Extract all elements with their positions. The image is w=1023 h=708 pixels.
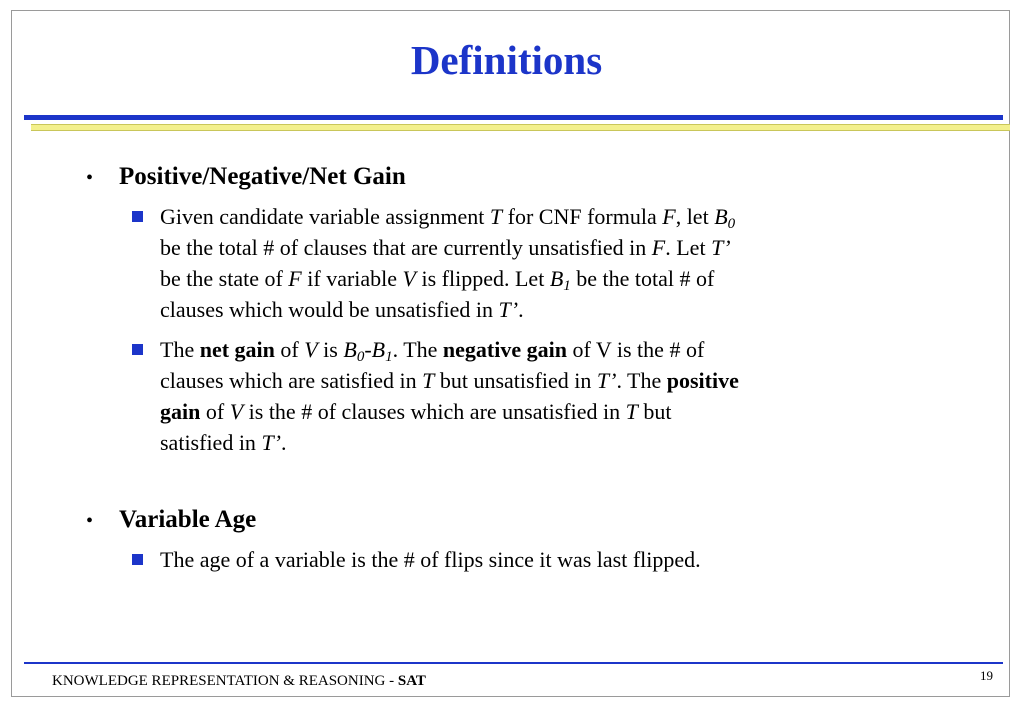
line: be the state of F if variable V is flipped. Let $B_1$ be the total # of <box>160 266 715 294</box>
line: The net gain of V is $B_0-B_1$. The negative gain of V is the # of <box>160 337 705 365</box>
square-bullet-icon <box>132 554 143 565</box>
bullet-icon: • <box>86 167 94 189</box>
footer-rule <box>24 662 1003 664</box>
page-number: 19 <box>980 668 993 683</box>
line: clauses which would be unsatisfied in T’. <box>160 297 524 322</box>
slide-title: Definitions <box>410 37 603 83</box>
footer <box>52 672 426 690</box>
variable-age-paragraph: The age of a variable is the # of flips since it was last flipped. <box>160 547 701 572</box>
square-bullet-icon <box>132 344 143 355</box>
gain-definition-paragraph <box>160 201 940 325</box>
line: clauses which are satisfied in T but unsatisfied in T’. The positive <box>160 368 739 393</box>
line: Given candidate variable assignment T for CNF formula F, let $B_0$ <box>160 204 736 232</box>
heading-variable-age: Variable Age <box>119 506 257 533</box>
line: be the total # of clauses that are currently unsatisfied in F. Let T’ <box>160 235 731 260</box>
net-gain-paragraph <box>160 334 940 458</box>
footer-topic: SAT <box>397 673 426 689</box>
heading-gain: Positive/Negative/Net Gain <box>119 163 406 190</box>
footer-course: KNOWLEDGE REPRESENTATION & REASONING - <box>52 673 398 689</box>
square-bullet-icon <box>132 211 143 222</box>
bullet-icon: • <box>86 510 94 532</box>
line: gain of V is the # of clauses which are unsatisfied in T but <box>160 399 672 424</box>
line: satisfied in T’. <box>160 430 287 455</box>
